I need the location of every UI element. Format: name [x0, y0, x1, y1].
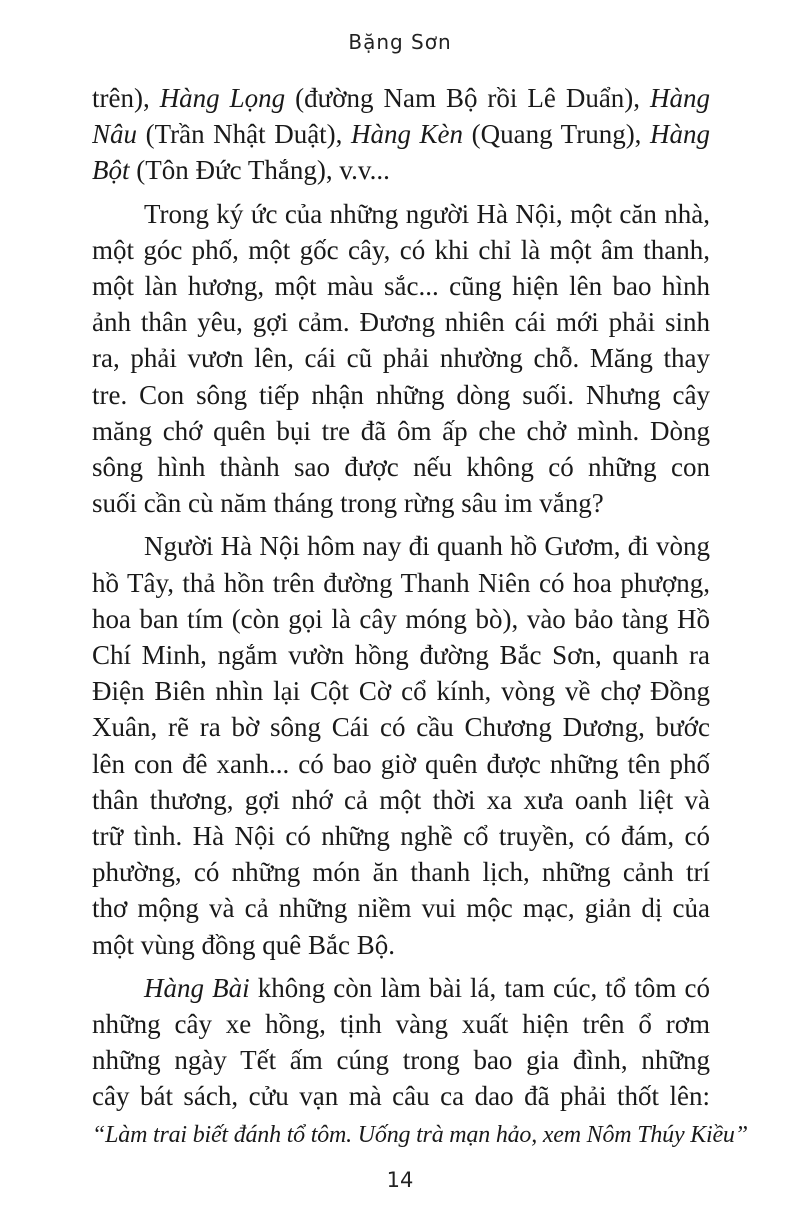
text-line: ảnh thân yêu, gợi cảm. Đương nhiên cái mới phải sinh — [92, 307, 710, 338]
text-line: Xuân, rẽ ra bờ sông Cái có cầu Chương Dương, bước — [92, 712, 710, 743]
text-line: những ngày Tết ấm cúng trong bao gia đình, những — [92, 1045, 710, 1076]
text-line: một làn hương, một màu sắc... cũng hiện lên bao hình — [92, 271, 710, 302]
text-line: Trong ký ức của những người Hà Nội, một căn nhà, — [144, 198, 710, 229]
street-name: Hàng Lọng — [159, 83, 286, 113]
text-line: ra, phải vươn lên, cái cũ phải nhường chỗ. Măng thay — [92, 343, 710, 374]
text-line: tre. Con sông tiếp nhận những dòng suối. Nhưng cây — [92, 379, 710, 410]
folk-verse-quote: “Làm trai biết đánh tổ tôm. Uống trà mạn hảo, xem Nôm Thúy Kiều” — [92, 1121, 748, 1148]
paragraph-2 — [92, 196, 710, 522]
text-line: thơ mộng và cả những niềm vui mộc mạc, giản dị của — [92, 893, 710, 924]
text-line: Người Hà Nội hôm nay đi quanh hồ Gươm, đi vòng — [144, 531, 710, 562]
paragraph-4 — [92, 970, 748, 1153]
text-line: trên), Hàng Lọng (đường Nam Bộ rồi Lê Duẩn), Hàng — [92, 83, 710, 113]
page-number: 14 — [386, 1168, 414, 1192]
street-name: Hàng Bài — [144, 972, 250, 1003]
street-name: Nâu — [92, 119, 138, 150]
body-text — [92, 80, 748, 1153]
paragraph-1 — [92, 80, 710, 189]
running-title: Bặng Sơn — [348, 30, 452, 54]
text-line: hồ Tây, thả hồn trên đường Thanh Niên có hoa phượng, — [92, 567, 710, 598]
text-line: một vùng đồng quê Bắc Bộ. — [92, 929, 395, 960]
text-line: Điện Biên nhìn lại Cột Cờ cổ kính, vòng về chợ Đồng — [92, 676, 710, 707]
street-name: Bột — [92, 155, 130, 186]
text-line: suối cần cù năm tháng trong rừng sâu im vắng? — [92, 488, 604, 519]
text-line: Nâu (Trần Nhật Duật), Hàng Kèn (Quang Trung), Hàng — [92, 119, 710, 150]
text-line: Chí Minh, ngắm vườn hồng đường Bắc Sơn, quanh ra — [92, 640, 710, 671]
text-line: thân thương, gợi nhớ cả một thời xa xưa oanh liệt và — [92, 784, 710, 815]
text-line: măng chớ quên bụi tre đã ôm ấp che chở mình. Dòng — [92, 415, 710, 446]
text-line: Bột (Tôn Đức Thắng), v.v... — [92, 155, 390, 186]
text-line: một góc phố, một gốc cây, có khi chỉ là một âm thanh, — [92, 234, 710, 265]
text-line: lên con đê xanh... có bao giờ quên được những tên phố — [92, 748, 710, 779]
text-line: cây bát sách, cửu vạn mà câu ca dao đã phải thốt lên: — [92, 1081, 710, 1112]
text-line: những cây xe hồng, tịnh vàng xuất hiện trên ổ rơm — [92, 1009, 710, 1040]
text-line: sông hình thành sao được nếu không có những con — [92, 452, 710, 483]
text-line: Hàng Bài không còn làm bài lá, tam cúc, tổ tôm có — [144, 972, 710, 1003]
street-name: Hàng Kèn — [350, 119, 464, 150]
street-name: Hàng — [650, 83, 710, 113]
paragraph-3 — [92, 528, 710, 962]
text-line: phường, có những món ăn thanh lịch, những cảnh trí — [92, 857, 710, 888]
text-line: trữ tình. Hà Nội có những nghề cổ truyền, có đám, có — [92, 821, 710, 852]
text-line: hoa ban tím (còn gọi là cây móng bò), vào bảo tàng Hồ — [92, 603, 710, 634]
street-name: Hàng — [650, 119, 710, 150]
